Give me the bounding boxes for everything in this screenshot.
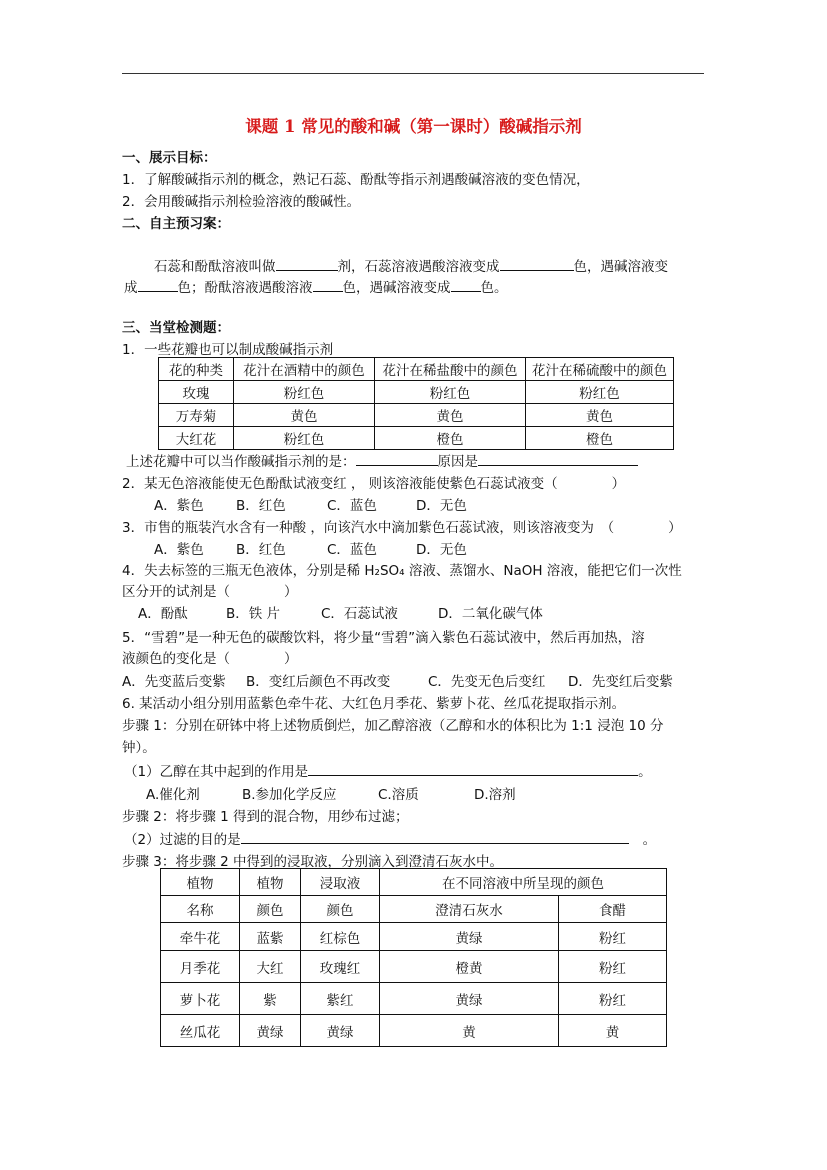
table-row bbox=[161, 951, 667, 983]
table-header-row bbox=[161, 896, 667, 923]
q6-step2: 步骤 2：将步骤 1 得到的混合物，用纱布过滤； bbox=[122, 809, 409, 825]
table-header: 食醋 bbox=[559, 896, 667, 923]
table-header: 花的种类 bbox=[159, 358, 234, 381]
q2-option-b[interactable]: B．红色 bbox=[236, 498, 286, 514]
q3-option-a[interactable]: A．紫色 bbox=[154, 542, 204, 558]
q5-stem-1: 5．“雪碧”是一种无色的碳酸饮料，将少量“雪碧”滴入紫色石蕊试液中，然后再加热，溶 bbox=[122, 630, 645, 646]
table-header: 花汁在酒精中的颜色 bbox=[234, 358, 375, 381]
table-cell: 丝瓜花 bbox=[161, 1015, 240, 1047]
q3-option-b[interactable]: B．红色 bbox=[236, 542, 286, 558]
plant-table bbox=[160, 868, 667, 1047]
table-header-row bbox=[161, 869, 667, 896]
q5-option-b[interactable]: B．变红后颜色不再改变 bbox=[246, 674, 391, 690]
q1-follow-text: 原因是 bbox=[437, 454, 478, 470]
flower-table bbox=[158, 357, 674, 450]
q6-sub2 bbox=[124, 828, 656, 848]
q1-stem: 1．一些花瓣也可以制成酸碱指示剂 bbox=[122, 342, 334, 358]
q4-option-d[interactable]: D．二氧化碳气体 bbox=[438, 606, 543, 622]
answer-blank[interactable] bbox=[356, 451, 438, 466]
preview-line-1 bbox=[154, 255, 668, 275]
table-cell: 紫红 bbox=[301, 983, 380, 1015]
q1-follow-up bbox=[126, 450, 638, 470]
table-cell: 玫瑰红 bbox=[301, 951, 380, 983]
answer-blank[interactable] bbox=[308, 761, 638, 776]
preview-text: 色，遇碱溶液变 bbox=[573, 259, 668, 275]
q4-stem-2: 区分开的试剂是（ ） bbox=[122, 584, 298, 600]
section-2-heading: 二、自主预习案： bbox=[122, 216, 230, 232]
q1-follow-text: 上述花瓣中可以当作酸碱指示剂的是： bbox=[126, 454, 356, 470]
preview-text: 色。 bbox=[480, 280, 508, 296]
q2-option-c[interactable]: C．蓝色 bbox=[327, 498, 377, 514]
table-cell: 粉红色 bbox=[526, 381, 674, 404]
preview-text: 色，遇碱溶液变成 bbox=[342, 280, 451, 296]
table-row bbox=[159, 381, 674, 404]
table-cell: 月季花 bbox=[161, 951, 240, 983]
answer-blank[interactable] bbox=[500, 256, 574, 271]
table-cell: 黄绿 bbox=[240, 1015, 301, 1047]
table-cell: 大红 bbox=[240, 951, 301, 983]
q5-option-a[interactable]: A．先变蓝后变紫 bbox=[122, 674, 226, 690]
table-row bbox=[161, 923, 667, 951]
q4-option-b[interactable]: B．铁 片 bbox=[226, 606, 281, 622]
q6-sub1-text: （1）乙醇在其中起到的作用是 bbox=[124, 764, 309, 780]
answer-blank[interactable] bbox=[313, 277, 343, 292]
q6-step1-b: 钟）。 bbox=[122, 740, 156, 756]
table-header: 浸取液 bbox=[301, 869, 380, 896]
table-cell: 红棕色 bbox=[301, 923, 380, 951]
page-title: 课题 1 常见的酸和碱（第一课时）酸碱指示剂 bbox=[245, 117, 582, 136]
table-cell: 粉红 bbox=[559, 983, 667, 1015]
section-3-heading: 三、当堂检测题： bbox=[122, 320, 230, 336]
table-cell: 牵牛花 bbox=[161, 923, 240, 951]
q4-option-a[interactable]: A．酚酞 bbox=[138, 606, 188, 622]
q6-sub1-option-b[interactable]: B.参加化学反应 bbox=[242, 787, 337, 803]
q6-sub1-option-d[interactable]: D.溶剂 bbox=[474, 787, 516, 803]
q3-option-c[interactable]: C．蓝色 bbox=[327, 542, 377, 558]
preview-line-2 bbox=[124, 276, 508, 296]
goal-1: 1．了解酸碱指示剂的概念，熟记石蕊、酚酞等指示剂遇酸碱溶液的变色情况， bbox=[122, 172, 590, 188]
answer-blank[interactable] bbox=[241, 829, 629, 844]
q3-stem: 3．市售的瓶装汽水含有一种酸 ，向该汽水中滴加紫色石蕊试液，则该溶液变为 （ ） bbox=[122, 520, 682, 536]
table-cell: 黄 bbox=[559, 1015, 667, 1047]
q4-stem-1: 4．失去标签的三瓶无色液体，分别是稀 H₂SO₄ 溶液、蒸馏水、NaOH 溶液，能把它们一次性 bbox=[122, 563, 682, 579]
table-cell: 大红花 bbox=[159, 427, 234, 450]
table-cell: 万寿菊 bbox=[159, 404, 234, 427]
q5-option-c[interactable]: C．先变无色后变红 bbox=[428, 674, 546, 690]
table-header: 花汁在稀盐酸中的颜色 bbox=[375, 358, 526, 381]
table-cell: 黄色 bbox=[375, 404, 526, 427]
q6-step1-a: 步骤 1：分别在研钵中将上述物质倒烂，加乙醇溶液（乙醇和水的体积比为 1:1 浸泡 10 分 bbox=[122, 718, 664, 734]
table-cell: 黄色 bbox=[526, 404, 674, 427]
answer-blank[interactable] bbox=[451, 277, 481, 292]
table-header: 在不同溶液中所呈现的颜色 bbox=[380, 869, 667, 896]
table-row bbox=[161, 1015, 667, 1047]
q6-sub1-option-c[interactable]: C.溶质 bbox=[378, 787, 419, 803]
table-cell: 黄绿 bbox=[301, 1015, 380, 1047]
table-cell: 黄绿 bbox=[380, 983, 559, 1015]
section-1-heading: 一、展示目标： bbox=[122, 150, 217, 166]
q2-option-a[interactable]: A．紫色 bbox=[154, 498, 204, 514]
table-header: 植物 bbox=[161, 869, 240, 896]
q6-sub1-end: 。 bbox=[638, 764, 652, 780]
table-row bbox=[159, 404, 674, 427]
q6-sub2-text: （2）过滤的目的是 bbox=[124, 832, 241, 848]
q6-sub1 bbox=[124, 760, 652, 780]
table-header-row bbox=[159, 358, 674, 381]
table-header: 澄清石灰水 bbox=[380, 896, 559, 923]
q2-stem: 2．某无色溶液能使无色酚酞试液变红 ， 则该溶液能使紫色石蕊试液变（ ） bbox=[122, 476, 626, 492]
table-row bbox=[159, 427, 674, 450]
table-cell: 橙色 bbox=[526, 427, 674, 450]
header-rule bbox=[122, 73, 704, 74]
q3-option-d[interactable]: D．无色 bbox=[416, 542, 467, 558]
q2-option-d[interactable]: D．无色 bbox=[416, 498, 467, 514]
table-row bbox=[161, 983, 667, 1015]
table-cell: 黄色 bbox=[234, 404, 375, 427]
q5-option-d[interactable]: D．先变红后变紫 bbox=[568, 674, 673, 690]
table-cell: 粉红 bbox=[559, 951, 667, 983]
answer-blank[interactable] bbox=[138, 277, 178, 292]
table-cell: 粉红 bbox=[559, 923, 667, 951]
table-cell: 粉红色 bbox=[234, 427, 375, 450]
answer-blank[interactable] bbox=[478, 451, 638, 466]
table-header: 颜色 bbox=[240, 896, 301, 923]
preview-text: 石蕊和酚酞溶液叫做 bbox=[154, 259, 276, 275]
goal-2: 2．会用酸碱指示剂检验溶液的酸碱性。 bbox=[122, 194, 361, 210]
table-header: 名称 bbox=[161, 896, 240, 923]
table-cell: 紫 bbox=[240, 983, 301, 1015]
preview-text: 成 bbox=[124, 280, 138, 296]
table-cell: 萝卜花 bbox=[161, 983, 240, 1015]
table-cell: 蓝紫 bbox=[240, 923, 301, 951]
table-header: 植物 bbox=[240, 869, 301, 896]
table-cell: 粉红色 bbox=[375, 381, 526, 404]
table-cell: 黄 bbox=[380, 1015, 559, 1047]
table-cell: 粉红色 bbox=[234, 381, 375, 404]
table-header: 颜色 bbox=[301, 896, 380, 923]
answer-blank[interactable] bbox=[276, 256, 338, 271]
preview-text: 剂，石蕊溶液遇酸溶液变成 bbox=[337, 259, 500, 275]
q6-sub1-option-a[interactable]: A.催化剂 bbox=[146, 787, 200, 803]
table-cell: 玫瑰 bbox=[159, 381, 234, 404]
q6-stem: 6. 某活动小组分别用蓝紫色牵牛花、大红色月季花、紫萝卜花、丝瓜花提取指示剂。 bbox=[122, 696, 626, 712]
q6-step3: 步骤 3：将步骤 2 中得到的浸取液，分别滴入到澄清石灰水中。 bbox=[122, 854, 504, 870]
table-cell: 橙色 bbox=[375, 427, 526, 450]
q4-option-c[interactable]: C．石蕊试液 bbox=[321, 606, 398, 622]
table-cell: 橙黄 bbox=[380, 951, 559, 983]
table-cell: 黄绿 bbox=[380, 923, 559, 951]
q6-sub2-end: 。 bbox=[642, 832, 657, 848]
preview-text: 色；酚酞溶液遇酸溶液 bbox=[177, 280, 313, 296]
table-header: 花汁在稀硫酸中的颜色 bbox=[526, 358, 674, 381]
q5-stem-2: 液颜色的变化是（ ） bbox=[122, 651, 298, 667]
